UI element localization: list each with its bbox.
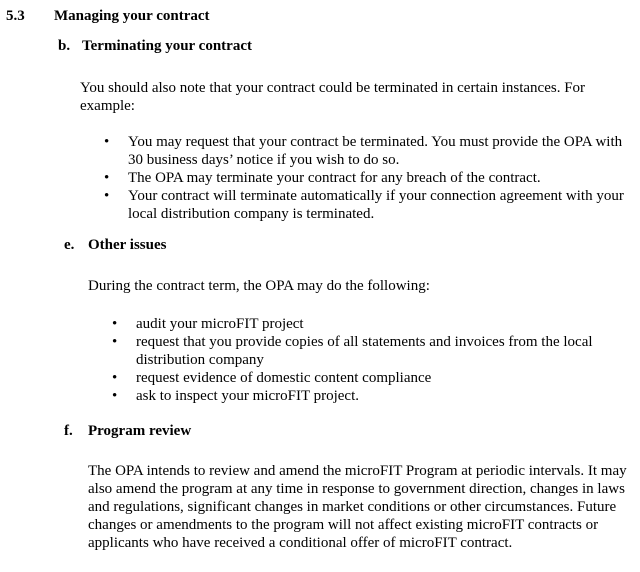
list-item: • request evidence of domestic content compliance xyxy=(112,369,628,387)
terminating-intro: You should also note that your contract could be terminated in certain instances. For example: xyxy=(80,80,586,114)
section-title: Managing your contract xyxy=(54,8,210,24)
list-item: • You may request that your contract be terminated. You must provide the OPA with 30 business days’ notice if you wish to do so. xyxy=(104,133,630,169)
subheading-other-issues xyxy=(64,236,166,254)
list-item: • request that you provide copies of all statements and invoices from the local distribution company xyxy=(112,333,628,369)
section-number: 5.3 xyxy=(6,8,25,24)
list-item: • The OPA may terminate your contract for any breach of the contract. xyxy=(104,169,630,187)
subheading-title: Program review xyxy=(88,423,192,439)
subheading-title: Other issues xyxy=(88,237,167,253)
subheading-letter: b. xyxy=(58,38,71,54)
terminating-bullet-list xyxy=(104,133,630,223)
subheading-terminating xyxy=(58,37,252,55)
section-heading xyxy=(6,7,210,25)
list-item: • ask to inspect your microFIT project. xyxy=(112,387,628,405)
other-issues-intro: During the contract term, the OPA may do the following: xyxy=(88,278,430,294)
subheading-letter: f. xyxy=(64,423,73,439)
list-item: • Your contract will terminate automatically if your connection agreement with your local distribution company is terminated. xyxy=(104,187,630,223)
subheading-letter: e. xyxy=(64,237,75,253)
list-item: • audit your microFIT project xyxy=(112,315,628,333)
subheading-title: Terminating your contract xyxy=(82,38,252,54)
subheading-program-review xyxy=(64,422,191,440)
program-review-body: The OPA intends to review and amend the microFIT Program at periodic intervals. It may also amend the program at any time in response to government direction, changes in laws and regulations, significant changes in market conditions or other circumstances. Future changes or amendments to the program will not affect existing microFIT contracts or applicants who have received a conditional offer of microFIT contract. xyxy=(88,463,627,551)
other-issues-bullet-list xyxy=(112,315,628,405)
